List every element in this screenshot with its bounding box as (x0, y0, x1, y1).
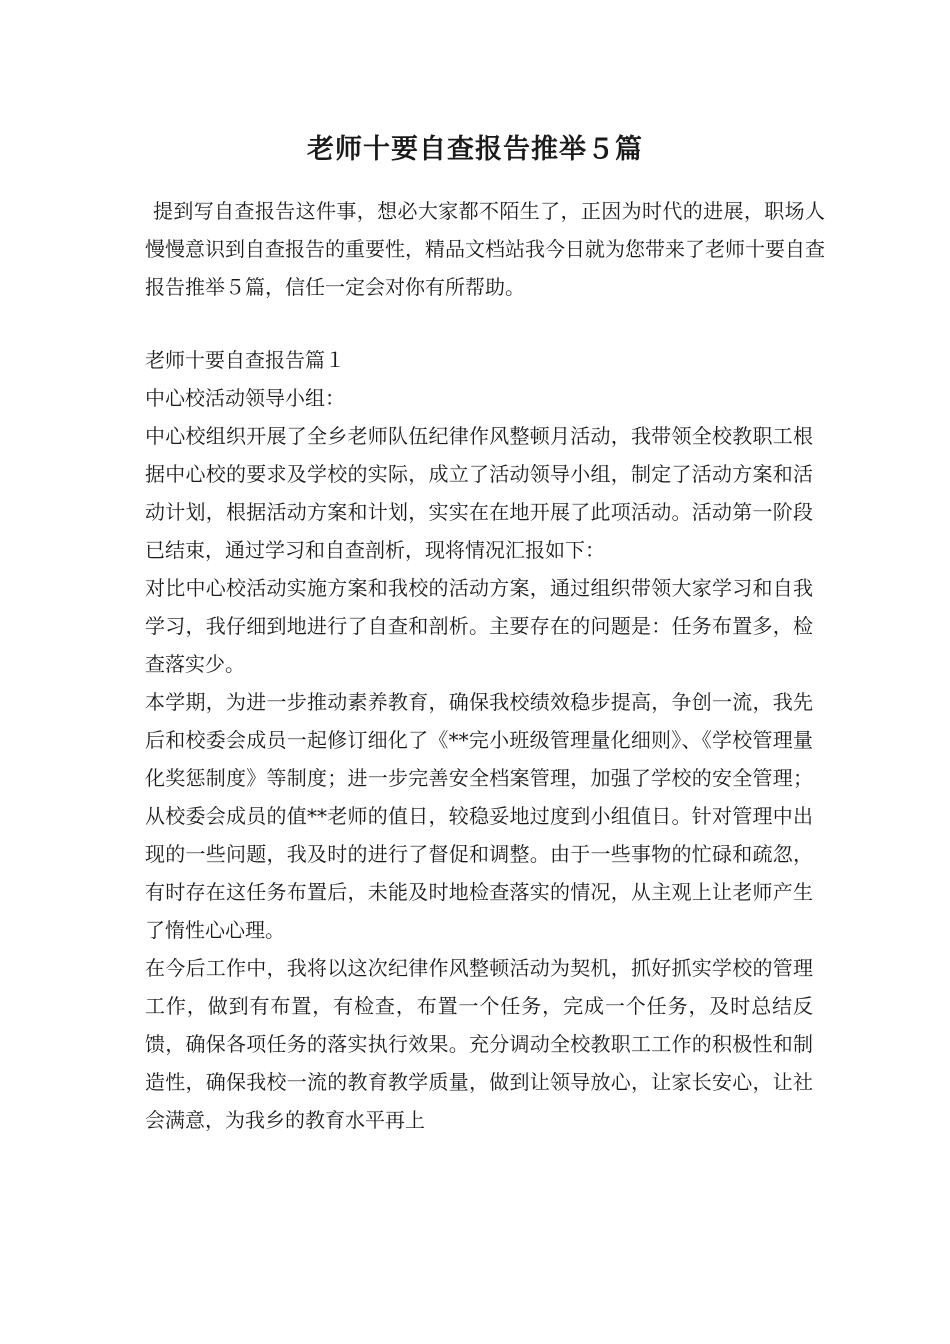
body-paragraph: 在今后工作中，我将以这次纪律作风整顿活动为契机，抓好抓实学校的管理工作，做到有布置，有检查，布置一个任务，完成一个任务，及时总结反馈，确保各项任务的落实执行效果。充分调动全校教职工工作的积极性和制造性，确保我校一流的教育教学质量，做到让领导放心，让家长安心，让社会满意，为我乡的教育水平再上 (145, 956, 813, 1132)
section-heading: 老师十要自查报告篇１ (145, 348, 345, 372)
document-title: 老师十要自查报告推举５篇 (307, 134, 643, 165)
body-paragraph: 对比中心校活动实施方案和我校的活动方案，通过组织带领大家学习和自我学习，我仔细到地进行了自查和剖析。主要存在的问题是：任务布置多，检查落实少。 (145, 576, 813, 676)
salutation: 中心校活动领导小组： (145, 386, 345, 410)
body-paragraph: 本学期，为进一步推动素养教育，确保我校绩效稳步提高，争创一流，我先后和校委会成员一起修订细化了《**完小班级管理量化细则》、《学校管理量化奖惩制度》等制度；进一步完善安全档案管理，加强了学校的安全管理；从校委会成员的值**老师的值日，较稳妥地过度到小组值日。针对管理中出现的一些问题，我及时的进行了督促和调整。由于一些事物的忙碌和疏忽，有时存在这任务布置后，未能及时地检查落实的情况，从主观上让老师产生了惰性心心理。 (145, 690, 813, 942)
document-body (145, 341, 813, 1139)
body-paragraph: 中心校组织开展了全乡老师队伍纪律作风整顿月活动，我带领全校教职工根据中心校的要求及学校的实际，成立了活动领导小组，制定了活动方案和活动计划，根据活动方案和计划，实实在在地开展了此项活动。活动第一阶段已结束，通过学习和自查剖析，现将情况汇报如下： (145, 424, 813, 562)
intro-paragraph: 提到写自查报告这件事，想必大家都不陌生了，正因为时代的进展，职场人慢慢意识到自查报告的重要性，精品文档站我今日就为您带来了老师十要自查报告推举５篇，信任一定会对你有所帮助。 (145, 199, 825, 299)
